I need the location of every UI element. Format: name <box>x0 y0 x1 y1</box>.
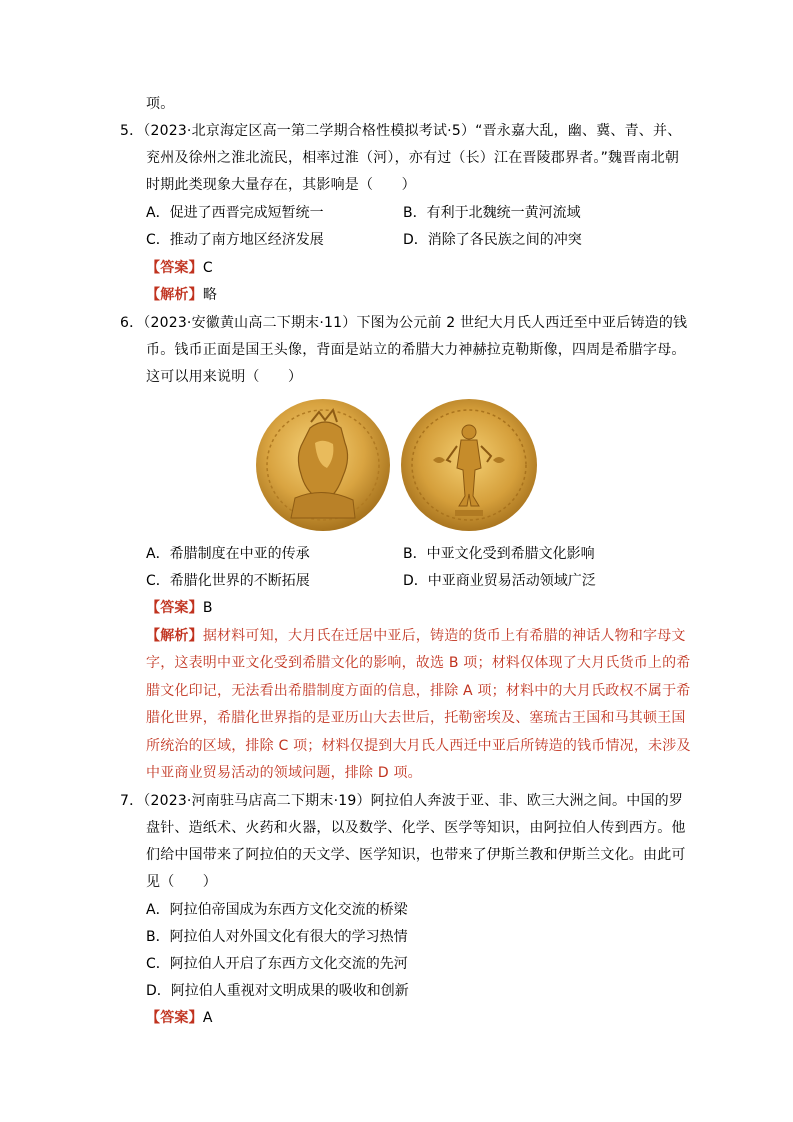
answer-value: B <box>202 600 213 616</box>
q6-analysis-line-1 <box>146 626 686 646</box>
q7-option-b: B．阿拉伯人对外国文化有很大的学习热情 <box>146 929 408 945</box>
q5-option-b: B．有利于北魏统一黄河流域 <box>403 205 581 221</box>
answer-value: A <box>202 1010 213 1026</box>
answer-tag: 【答案】 <box>146 1010 203 1026</box>
q7-option-d: D．阿拉伯人重视对文明成果的吸收和创新 <box>146 983 409 999</box>
q7-option-a: A．阿拉伯帝国成为东西方文化交流的桥梁 <box>146 902 408 918</box>
q6-option-a: A．希腊制度在中亚的传承 <box>146 546 310 562</box>
coin-reverse <box>401 399 537 531</box>
answer-tag: 【答案】 <box>146 600 203 616</box>
q7-option-c: C．阿拉伯人开启了东西方文化交流的先河 <box>146 956 408 972</box>
q6-option-d: D．中亚商业贸易活动领域广泛 <box>403 573 596 589</box>
q6-stem-line-1: 6．（2023·安徽黄山高二下期末·11）下图为公元前 2 世纪大月氏人西迁至中亚后铸造的钱 <box>120 315 688 331</box>
q7-stem-line-3: 们给中国带来了阿拉伯的天文学、医学知识，也带来了伊斯兰教和伊斯兰文化。由此可 <box>146 847 686 863</box>
q7-stem-line-1: 7．（2023·河南驻马店高二下期末·19）阿拉伯人奔波于亚、非、欧三大洲之间。中国的罗 <box>120 793 684 809</box>
q5-analysis <box>146 285 217 305</box>
q5-stem-line-3: 时期此类现象大量存在，其影响是（ ） <box>146 177 416 193</box>
coin-obverse <box>256 399 390 531</box>
q6-analysis-line-4: 腊化世界，希腊化世界指的是亚历山大去世后，托勒密埃及、塞琉古王国和马其顿王国 <box>146 710 686 726</box>
q5-stem-line-2: 兖州及徐州之淮北流民，相率过淮（河），亦有过（长）江在晋陵郡界者。”魏晋南北朝 <box>146 150 680 166</box>
q7-answer <box>146 1008 213 1028</box>
q5-stem-line-1: 5．（2023·北京海定区高一第二学期合格性模拟考试·5）“晋永嘉大乱，幽、冀、青、并、 <box>120 123 682 139</box>
q6-analysis-line-3: 腊文化印记，无法看出希腊制度方面的信息，排除 A 项；材料中的大月氏政权不属于希 <box>146 683 691 699</box>
answer-tag: 【答案】 <box>146 260 203 276</box>
q5-option-c: C．推动了南方地区经济发展 <box>146 232 324 248</box>
q7-stem-line-4: 见（ ） <box>146 874 217 890</box>
analysis-tag: 【解析】 <box>146 287 203 303</box>
q5-option-d: D．消除了各民族之间的冲突 <box>403 232 582 248</box>
q6-answer <box>146 598 213 618</box>
q4-tail: 项。 <box>146 96 175 112</box>
answer-value: C <box>202 260 213 276</box>
coins-image <box>255 398 540 533</box>
q6-stem-line-3: 这可以用来说明（ ） <box>146 369 303 385</box>
q6-analysis-line-2: 字，这表明中亚文化受到希腊文化的影响，故选 B 项；材料仅体现了大月氏货币上的希 <box>146 655 691 671</box>
q6-option-b: B．中亚文化受到希腊文化影响 <box>403 546 595 562</box>
q6-analysis-line-6: 中亚商业贸易活动的领域问题，排除 D 项。 <box>146 765 422 781</box>
analysis-text: 据材料可知，大月氏在迁居中亚后，铸造的货币上有希腊的神话人物和字母文 <box>202 628 686 644</box>
analysis-tag: 【解析】 <box>146 628 203 644</box>
q5-answer <box>146 258 213 278</box>
q6-stem-line-2: 币。钱币正面是国王头像，背面是站立的希腊大力神赫拉克勒斯像，四周是希腊字母。 <box>146 342 686 358</box>
q5-option-a: A．促进了西晋完成短暂统一 <box>146 205 324 221</box>
q6-analysis-line-5: 所统治的区域，排除 C 项；材料仅提到大月氏人西迁中亚后所铸造的钱币情况，未涉及 <box>146 738 691 754</box>
q6-option-c: C．希腊化世界的不断拓展 <box>146 573 310 589</box>
analysis-text: 略 <box>202 287 218 303</box>
q7-stem-line-2: 盘针、造纸术、火药和火器，以及数学、化学、医学等知识，由阿拉伯人传到西方。他 <box>146 820 686 836</box>
